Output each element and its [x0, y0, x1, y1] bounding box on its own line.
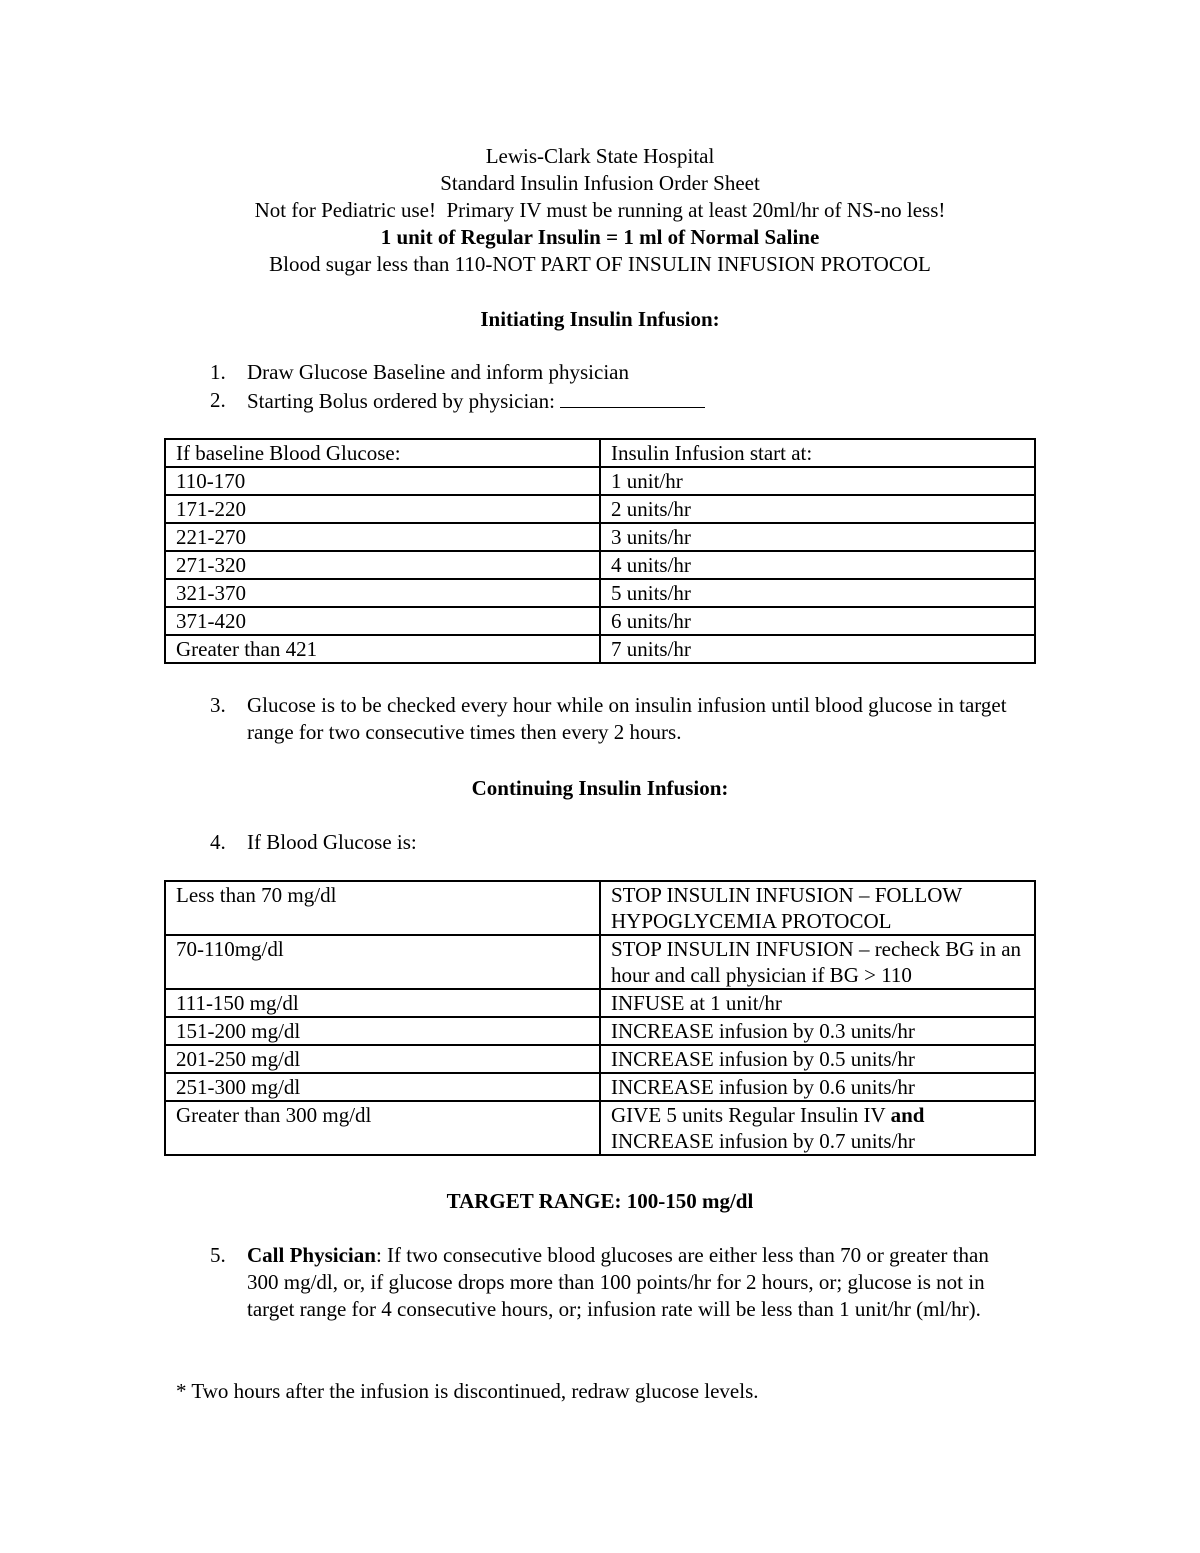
table-row: [165, 607, 1035, 635]
step-5: [210, 1242, 1030, 1323]
footnote: * Two hours after the infusion is discontinued, redraw glucose levels.: [176, 1379, 759, 1403]
table-cell: INFUSE at 1 unit/hr: [600, 989, 1035, 1017]
table-cell: 4 units/hr: [600, 551, 1035, 579]
insulin-ratio: 1 unit of Regular Insulin = 1 ml of Normal Saline: [380, 225, 820, 249]
table-row: [165, 1045, 1035, 1073]
table-cell: 151-200 mg/dl: [165, 1017, 600, 1045]
table-row: [165, 467, 1035, 495]
table-cell: 2 units/hr: [600, 495, 1035, 523]
table-cell: INCREASE infusion by 0.3 units/hr: [600, 1017, 1035, 1045]
step-text: Glucose is to be checked every hour while on insulin infusion until blood glucose in target range for two consecutive times then every 2 hours.: [247, 693, 1007, 744]
table-row: [165, 551, 1035, 579]
table-cell: 171-220: [165, 495, 600, 523]
table-cell: 6 units/hr: [600, 607, 1035, 635]
step-4: [210, 829, 1030, 856]
table-row: [165, 989, 1035, 1017]
step-number: 5.: [210, 1243, 226, 1267]
step-text: Starting Bolus ordered by physician:: [247, 389, 561, 413]
bolus-blank-line[interactable]: [560, 387, 705, 408]
table-row: [165, 635, 1035, 663]
increase-infusion-text: INCREASE infusion by 0.7 units/hr: [611, 1129, 915, 1153]
table-cell: 371-420: [165, 607, 600, 635]
target-range: TARGET RANGE: 100-150 mg/dl: [446, 1189, 754, 1213]
table-row: [165, 935, 1035, 989]
table-cell: 111-150 mg/dl: [165, 989, 600, 1017]
table-row: [165, 1101, 1035, 1155]
step-3: [210, 692, 1030, 746]
protocol-exclusion: Blood sugar less than 110-NOT PART OF INSULIN INFUSION PROTOCOL: [269, 252, 931, 276]
step-number: 3.: [210, 693, 226, 717]
hospital-name: Lewis-Clark State Hospital: [485, 144, 715, 168]
table-header-cell: Insulin Infusion start at:: [600, 439, 1035, 467]
table-row: [165, 495, 1035, 523]
table-row: [165, 523, 1035, 551]
table-cell: 321-370: [165, 579, 600, 607]
document-title: Standard Insulin Infusion Order Sheet: [440, 171, 760, 195]
table-cell: 110-170: [165, 467, 600, 495]
step-number: 4.: [210, 830, 226, 854]
adjustment-table: [164, 880, 1036, 1156]
step-text: : If two consecutive blood glucoses are either less than 70 or greater than 300 mg/dl, or, if glucose drops more than 100 points/hr for 2 hours, or; glucose is not in target range for 4 consecutive hours, or; infusion rate will be less than 1 unit/hr (ml/hr).: [247, 1243, 989, 1321]
table-cell: Less than 70 mg/dl: [165, 881, 600, 935]
table-row: [165, 1073, 1035, 1101]
baseline-table: [164, 438, 1036, 664]
table-cell: 221-270: [165, 523, 600, 551]
table-cell: 251-300 mg/dl: [165, 1073, 600, 1101]
table-cell: 1 unit/hr: [600, 467, 1035, 495]
table-cell: STOP INSULIN INFUSION – FOLLOW HYPOGLYCEMIA PROTOCOL: [600, 881, 1035, 935]
table-row: [165, 1017, 1035, 1045]
table-cell: STOP INSULIN INFUSION – recheck BG in an hour and call physician if BG > 110: [600, 935, 1035, 989]
table-cell: INCREASE infusion by 0.5 units/hr: [600, 1045, 1035, 1073]
step-number: 1.: [210, 360, 226, 384]
table-row: [165, 579, 1035, 607]
table-cell: INCREASE infusion by 0.6 units/hr: [600, 1073, 1035, 1101]
and-bold-text: and: [890, 1103, 925, 1127]
document-header: [0, 143, 1200, 278]
table-cell: 3 units/hr: [600, 523, 1035, 551]
continuing-heading: Continuing Insulin Infusion:: [471, 776, 729, 800]
table-cell: 201-250 mg/dl: [165, 1045, 600, 1073]
give-insulin-text: GIVE 5 units Regular Insulin IV: [611, 1103, 891, 1127]
table-cell: 70-110mg/dl: [165, 935, 600, 989]
step-text: If Blood Glucose is:: [247, 830, 417, 854]
table-cell: [600, 1101, 1035, 1155]
table-cell: 5 units/hr: [600, 579, 1035, 607]
table-row: [165, 881, 1035, 935]
pediatric-warning: Not for Pediatric use! Primary IV must be running at least 20ml/hr of NS-no less!: [254, 198, 946, 222]
table-header-row: [165, 439, 1035, 467]
step-number: 2.: [210, 388, 226, 412]
step-text: Draw Glucose Baseline and inform physician: [247, 360, 629, 384]
table-cell: Greater than 421: [165, 635, 600, 663]
table-header-cell: If baseline Blood Glucose:: [165, 439, 600, 467]
table-cell: 271-320: [165, 551, 600, 579]
table-cell: Greater than 300 mg/dl: [165, 1101, 600, 1155]
table-cell: 7 units/hr: [600, 635, 1035, 663]
step-1: [210, 359, 1030, 386]
call-physician-label: Call Physician: [247, 1243, 376, 1267]
step-2: [210, 387, 1030, 415]
initiating-heading: Initiating Insulin Infusion:: [480, 307, 720, 331]
